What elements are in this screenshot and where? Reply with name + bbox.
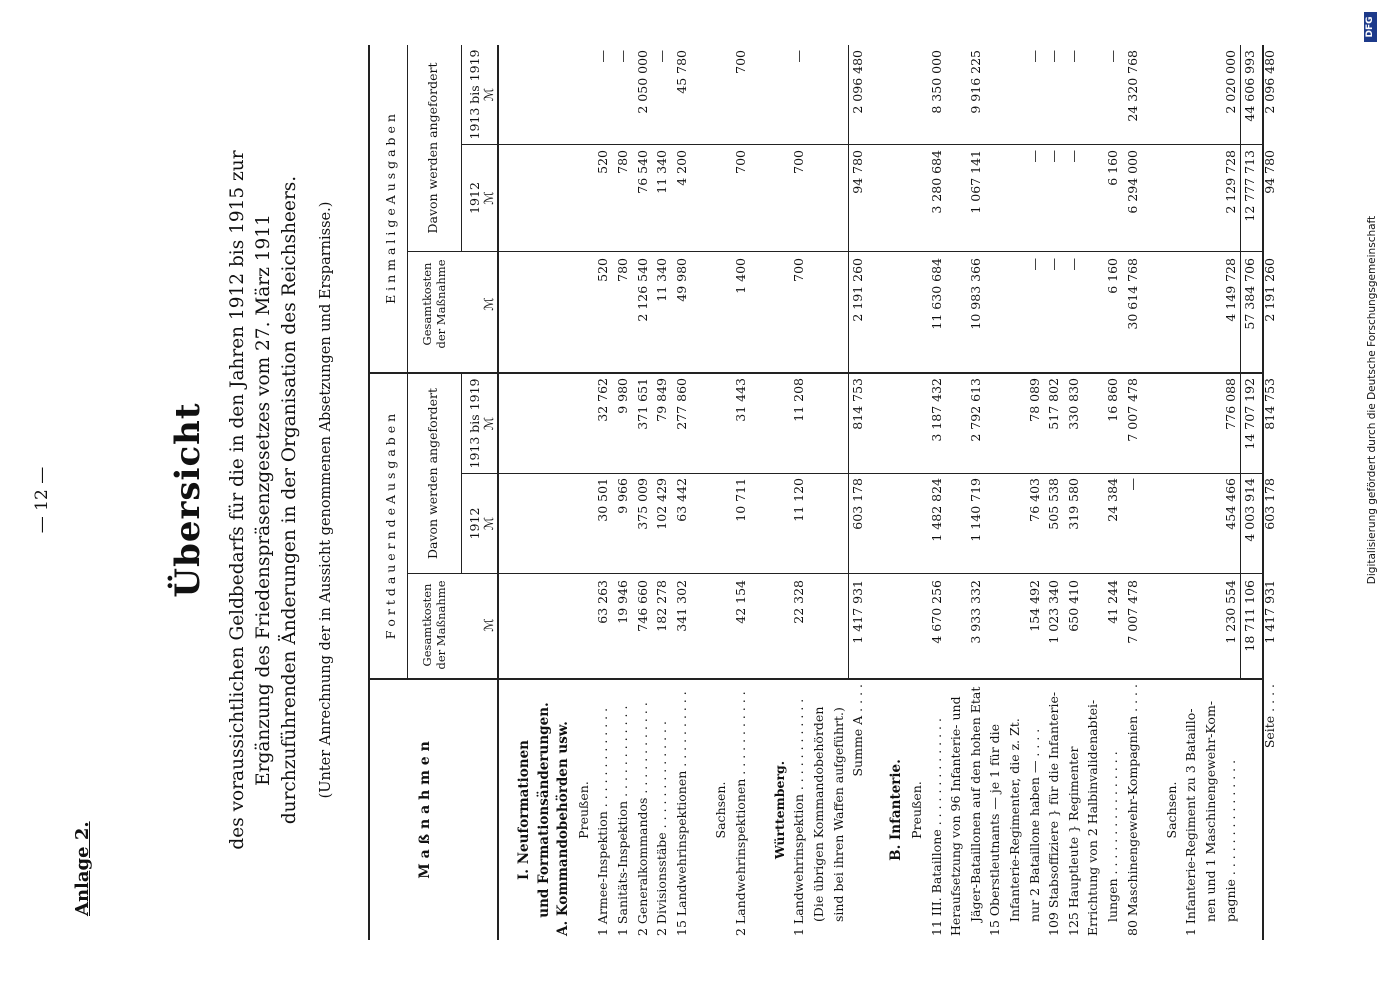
table-cell: 4 003 914: [1242, 478, 1258, 542]
dfg-logo: DFG: [1364, 12, 1377, 42]
row-label: und Formationsänderungen.: [535, 702, 552, 918]
row-label: 2 Generalkommandos . . . . . . . . . . . .: [634, 702, 650, 936]
table-cell: 19 946: [615, 580, 630, 624]
table-cell: 2 126 540: [634, 258, 650, 322]
table-cell: 41 244: [1105, 580, 1120, 624]
table-cell: 2 129 728: [1222, 150, 1238, 214]
table-cell: 31 443: [732, 378, 748, 422]
table-cell: 1 417 931: [1261, 580, 1277, 644]
table-cell: 2 050 000: [634, 50, 650, 114]
table-cell: 10 983 366: [967, 258, 983, 330]
table-cell: 94 780: [850, 150, 866, 194]
table-cell: 11 340: [654, 258, 670, 302]
table-cell: 11 340: [654, 150, 670, 194]
col-divider-gesamt1: [408, 573, 1263, 574]
table-cell: 700: [791, 150, 807, 174]
table-cell: 32 762: [595, 378, 611, 422]
currency-6: ℳ: [481, 87, 496, 102]
table-cell: 11 630 684: [928, 258, 944, 330]
table-cell: 520: [595, 258, 611, 282]
row-label: Württemberg.: [771, 760, 787, 860]
table-cell: 3 187 432: [928, 378, 944, 442]
table-cell: 517 802: [1046, 378, 1062, 430]
table-cell: 454 466: [1222, 478, 1238, 530]
table-cell: 8 350 000: [928, 50, 944, 114]
table-cell: 780: [615, 150, 630, 174]
row-label: I. Neuformationen: [516, 740, 532, 881]
row-label: B. Infanterie.: [888, 759, 905, 861]
table-cell: 2 792 613: [967, 378, 983, 442]
row-label: nen und 1 Maschinengewehr-Kom-: [1203, 700, 1218, 922]
table-cell: 746 660: [634, 580, 650, 632]
table-cell: —: [1065, 150, 1081, 163]
row-label: 1 Landwehrinspektion . . . . . . . . . . . .: [791, 698, 807, 936]
table-cell: 505 538: [1046, 478, 1062, 530]
row-label: Sachsen.: [1163, 781, 1179, 839]
table-cell: 76 403: [1026, 478, 1042, 522]
header-1913-1: 1913 bis 1919: [467, 378, 482, 469]
table-cell: —: [1124, 478, 1140, 491]
table-cell: —: [595, 50, 611, 63]
currency-3: ℳ: [481, 416, 496, 431]
page-subtitle: des voraussichtlichen Geldbedarfs für die in den Jahren 1912 bis 1915 zur Ergänzung des Friedenspräsenzgesetzes vom 27. März 1911 durchzuführenden Änderungen in der Organisation des Reichsheers.: [227, 150, 300, 850]
row-label: pagnie . . . . . . . . . . . . . . .: [1222, 759, 1238, 922]
col-divider-gesamt2: [408, 251, 1263, 252]
row-label: 2 Landwehrinspektionen . . . . . . . . . . .: [732, 691, 748, 936]
row-label: Preußen.: [575, 781, 591, 839]
table-cell: 78 089: [1026, 378, 1042, 422]
table-cell: 700: [791, 258, 807, 282]
table-cell: 375 009: [634, 478, 650, 530]
table-cell: 7 007 478: [1124, 580, 1140, 644]
table-cell: 1 230 554: [1222, 580, 1238, 644]
table-cell: 1 400: [732, 258, 748, 294]
table-cell: 2 191 260: [1261, 258, 1277, 322]
row-label: 1 Infanterie-Regiment zu 3 Bataillo-: [1183, 708, 1199, 936]
table-cell: 603 178: [850, 478, 866, 530]
table-cell: 603 178: [1261, 478, 1277, 530]
header-gesamtkosten-2: Gesamtkosten der Maßnahme: [420, 259, 448, 349]
table-cell: 6 160: [1105, 150, 1120, 186]
header-fortdauernde: F o r t d a u e r n d e A u s g a b e n: [383, 413, 398, 640]
table-cell: 154 492: [1026, 580, 1042, 632]
header-1913-2: 1913 bis 1919: [467, 49, 482, 140]
table-cell: 2 096 480: [850, 50, 866, 114]
table-cell: 1 067 141: [967, 150, 983, 214]
table-cell: —: [654, 50, 670, 63]
sum-rule: [848, 45, 849, 679]
row-label: A. Kommandobehörden usw.: [555, 721, 572, 936]
table-cell: 9 980: [615, 378, 630, 414]
row-label: 1 Armee-Inspektion . . . . . . . . . . . . .: [595, 707, 611, 936]
table-cell: —: [1046, 50, 1062, 63]
row-label: 80 Maschinengewehr-Kompagnien . . . .: [1124, 684, 1140, 936]
table-cell: 45 780: [673, 50, 689, 94]
table-cell: 16 860: [1105, 378, 1120, 422]
row-label: Jäger-Bataillonen auf den hohen Etat: [967, 686, 983, 922]
table-cell: 3 280 684: [928, 150, 944, 214]
table-cell: 76 540: [634, 150, 650, 194]
header-massnahmen: M a ß n a h m e n: [417, 741, 433, 879]
table-cell: 42 154: [732, 580, 748, 624]
table-cell: 22 328: [791, 580, 807, 624]
row-label: sind bei ihren Waffen aufgeführt.): [830, 707, 846, 922]
table-cell: 814 753: [850, 378, 866, 430]
table-cell: 341 302: [673, 580, 689, 632]
table-cell: 319 580: [1065, 478, 1081, 530]
col-divider-labels: [368, 679, 1263, 681]
table-cell: 1 417 931: [850, 580, 866, 644]
table-cell: —: [1026, 150, 1042, 163]
table-cell: —: [1046, 258, 1062, 271]
table-cell: 700: [732, 150, 748, 174]
table-cell: 4 200: [673, 150, 689, 186]
row-label: 2 Divisionsstäbe . . . . . . . . . . . . . .: [654, 721, 670, 936]
row-label: Preußen.: [909, 781, 924, 839]
table-cell: 814 753: [1261, 378, 1277, 430]
table-cell: 1 023 340: [1046, 580, 1062, 644]
table-cell: 3 933 332: [967, 580, 983, 644]
row-label: 15 Landwehrinspektionen . . . . . . . . . .: [673, 691, 689, 936]
table-cell: 10 711: [732, 478, 748, 522]
page-note: (Unter Anrechnung der in Aussicht genommenen Absetzungen und Ersparnisse.): [318, 201, 334, 799]
table-cell: 14 707 192: [1242, 378, 1258, 450]
davon-rule-left: [461, 374, 462, 573]
header-gesamtkosten-1: Gesamtkosten der Maßnahme: [420, 580, 448, 670]
table-cell: —: [615, 50, 630, 63]
table-header-rule: [497, 45, 499, 940]
table-cell: —: [1026, 258, 1042, 271]
table-cell: 650 410: [1065, 580, 1081, 632]
table-cell: 520: [595, 150, 611, 174]
table-cell: 12 777 713: [1242, 150, 1258, 222]
table-cell: —: [1105, 50, 1120, 63]
row-label: lungen . . . . . . . . . . . . . . . .: [1105, 751, 1120, 922]
table-cell: 102 429: [654, 478, 670, 530]
table-cell: 700: [732, 50, 748, 74]
currency-1: ℳ: [481, 618, 496, 632]
row-label: Errichtung von 2 Halbinvalidenabtei-: [1085, 699, 1101, 936]
table-cell: 277 860: [673, 378, 689, 430]
table-cell: —: [1046, 150, 1062, 163]
table-cell: 63 442: [673, 478, 689, 522]
currency-5: ℳ: [481, 191, 496, 205]
currency-4: ℳ: [481, 297, 496, 311]
row-label: 11 III. Bataillone . . . . . . . . . . . . . .: [928, 718, 944, 936]
table-cell: 44 606 993: [1242, 50, 1258, 122]
header-1912-1: 1912: [467, 507, 482, 540]
page-title: Übersicht: [168, 402, 208, 598]
table-cell: 24 320 768: [1124, 50, 1140, 122]
table-cell: —: [791, 50, 807, 63]
table-cell: 780: [615, 258, 630, 282]
table-cell: 18 711 106: [1242, 580, 1258, 652]
table-cell: 182 278: [654, 580, 670, 632]
row-label: Heraufsetzung von 96 Infanterie- und: [948, 696, 964, 936]
table-cell: 6 294 000: [1124, 150, 1140, 214]
row-label: 125 Hauptleute } Regimenter: [1065, 746, 1081, 936]
header-1912-2: 1912: [467, 182, 482, 214]
row-label: 15 Oberstleutnants — je 1 für die: [987, 723, 1003, 936]
table-cell: 30 501: [595, 478, 611, 522]
row-label: 109 Stabsoffiziere } für die Infanterie-: [1046, 691, 1062, 936]
header-davon-2: Davon werden angefordert: [425, 62, 440, 234]
col-divider-1912b: [462, 144, 1263, 145]
group-rule-left: [407, 374, 408, 679]
table-cell: 776 088: [1222, 378, 1238, 430]
row-label: nur 2 Bataillone haben — . . . .: [1026, 728, 1042, 922]
table-cell: 4 670 256: [928, 580, 944, 644]
table-cell: 11 208: [791, 378, 807, 422]
row-label: Seite . . . .: [1261, 684, 1277, 749]
digitization-credit: Digitalisierung gefördert durch die Deutsche Forschungsgemeinschaft: [1366, 215, 1378, 585]
table-cell: 57 384 706: [1242, 258, 1258, 330]
table-cell: 330 830: [1065, 378, 1081, 430]
table-cell: 2 020 000: [1222, 50, 1238, 114]
currency-2: ℳ: [481, 516, 496, 531]
group-rule-right: [407, 45, 408, 373]
table-cell: 7 007 478: [1124, 378, 1140, 442]
table-cell: 9 916 225: [967, 50, 983, 114]
table-cell: 1 482 824: [928, 478, 944, 542]
row-label: Summe A . . . .: [850, 684, 866, 777]
table-cell: 30 614 768: [1124, 258, 1140, 330]
appendix-label: Anlage 2.: [72, 821, 93, 916]
table-cell: 94 780: [1261, 150, 1277, 194]
table-cell: 24 384: [1105, 478, 1120, 522]
header-einmalige: E i n m a l i g e A u s g a b e n: [383, 114, 398, 304]
davon-rule-right: [461, 45, 462, 251]
row-label: 1 Sanitäts-Inspektion . . . . . . . . . . . .: [615, 705, 630, 936]
table-cell: —: [1065, 50, 1081, 63]
table-cell: 9 966: [615, 478, 630, 514]
page-number: — 12 —: [32, 466, 52, 534]
table-cell: —: [1026, 50, 1042, 63]
row-label: Infanterie-Regimenter, die z. Zt.: [1007, 718, 1022, 922]
table-cell: 2 096 480: [1261, 50, 1277, 114]
table-cell: 4 149 728: [1222, 258, 1238, 322]
header-davon-1: Davon werden angefordert: [425, 388, 440, 560]
sum-rule: [1240, 45, 1241, 679]
table-cell: 63 263: [595, 580, 611, 624]
table-cell: 79 849: [654, 378, 670, 422]
table-cell: 2 191 260: [850, 258, 866, 322]
table-cell: —: [1065, 258, 1081, 271]
table-top-rule: [368, 45, 370, 940]
table-cell: 1 140 719: [967, 478, 983, 542]
row-label: (Die übrigen Kommandobehörden: [811, 706, 826, 922]
col-divider-1912a: [462, 473, 1263, 474]
table-cell: 11 120: [791, 478, 807, 522]
table-cell: 6 160: [1105, 258, 1120, 294]
table-cell: 49 980: [673, 258, 689, 302]
row-label: Sachsen.: [713, 781, 728, 839]
col-divider-groups: [368, 373, 1263, 375]
table-cell: 371 651: [634, 378, 650, 430]
